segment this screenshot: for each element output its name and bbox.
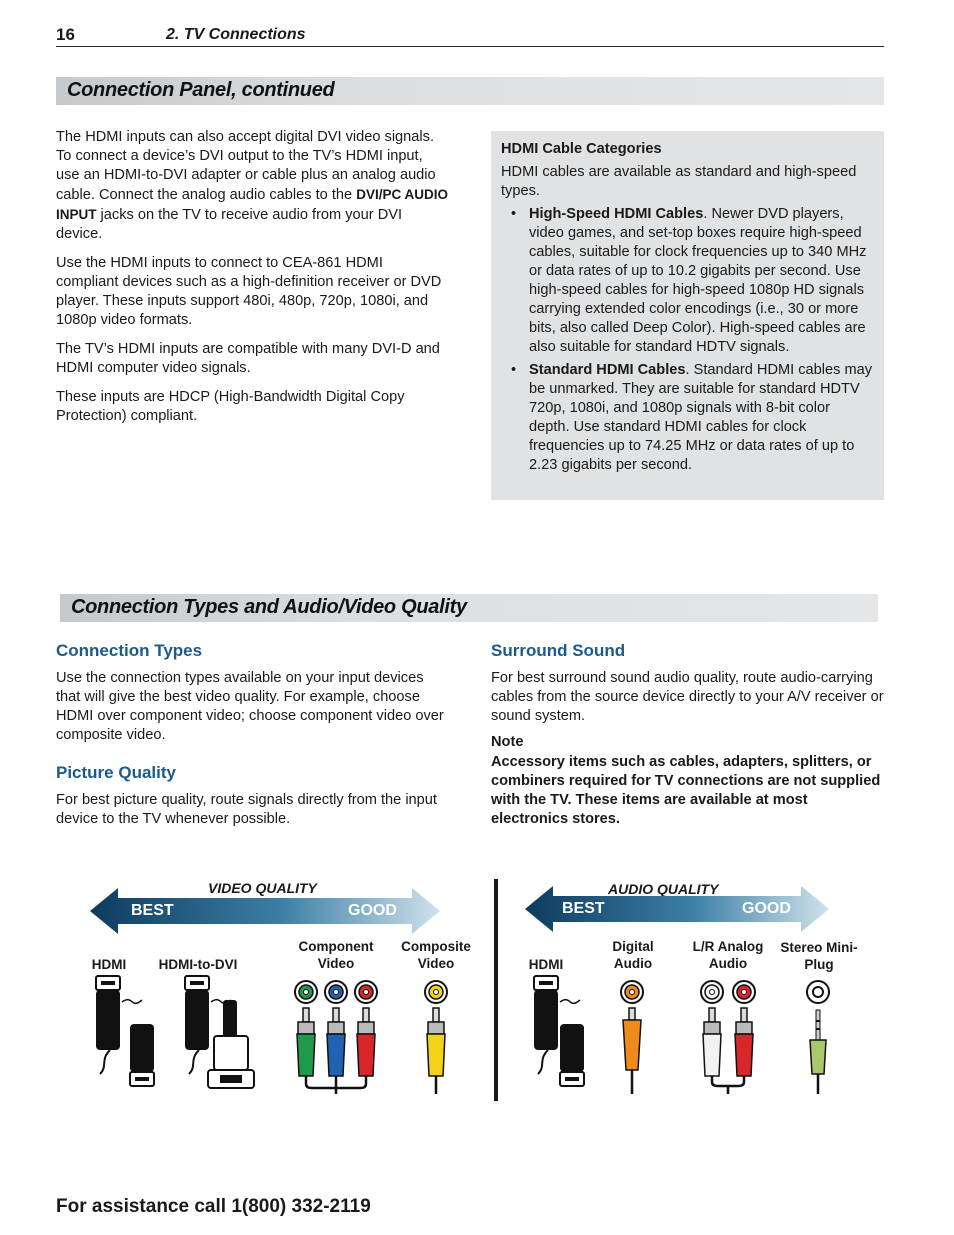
connection-types-text: Use the connection types available on your input devices that will give the best video quality. For example, choose HDMI over component video; choose component video over composite video. (56, 670, 444, 743)
connection-panel-text (56, 128, 448, 436)
dvi-pc-audio-input-label: DVI/PC AUDIO INPUT (56, 187, 448, 222)
video-good-label: GOOD (348, 902, 397, 919)
list-item: • Standard HDMI Cables. Standard HDMI cables may be unmarked. They are suitable for standard HDTV 720p, 1080i, and 1080p signals with 8-bit color depth. Use standard HDMI cables for clock frequencies up to 74.25 MHz or data rates of up to 2.23 gigabits per second. (501, 361, 873, 475)
surround-sound-heading: Surround Sound (491, 641, 626, 660)
label-stereo-mini-plug: Stereo Mini-Plug (780, 940, 858, 972)
paragraph-hdcp: These inputs are HDCP (High-Bandwidth Digital Copy Protection) compliant. (56, 389, 405, 424)
audio-quality-title: AUDIO QUALITY (608, 881, 719, 897)
cable-category-list (501, 205, 873, 475)
section-title: Connection Types and Audio/Video Quality (71, 596, 467, 618)
connection-types-heading: Connection Types (56, 641, 203, 660)
note-text: Accessory items such as cables, adapters, splitters, or combiners required for TV connections are not supplied with the TV. These items are available at most electronics stores. (491, 754, 881, 827)
list-item: • High-Speed HDMI Cables. Newer DVD players, video games, and set-top boxes require high-speed cables, suitable for clock frequencies up to 340 MHz or data rates of up to 10.2 gigabits per second. Use high-speed cables for high-speed 1080p HD signals carrying extended color encodings (i.e., 30 or more bits, also called Deep Color). High-speed cables are also suitable for standard HDTV signals. (501, 205, 873, 357)
label-hdmi-video: HDMI (91, 957, 127, 972)
composite-video-cable-icon (425, 981, 447, 1094)
hdmi-video-cable-icon (96, 976, 154, 1086)
page-number: 16 (56, 25, 75, 44)
hdmi-audio-cable-icon (534, 976, 584, 1086)
audio-good-label: GOOD (742, 900, 791, 917)
lr-analog-audio-cable-icon (701, 981, 755, 1094)
section-banner-connection-types (60, 594, 878, 622)
paragraph-cea861: Use the HDMI inputs to connect to CEA-861 HDMI compliant devices such as a high-definition receiver or DVD player. These inputs support 480i, 480p, 720p, 1080i, and 1080p video formats. (56, 255, 442, 328)
section-banner-connection-panel (56, 77, 884, 105)
section-header: 2. TV Connections (166, 26, 306, 43)
label-digital-audio: Digital Audio (612, 939, 654, 971)
audio-best-label: BEST (562, 900, 605, 917)
picture-quality-text: For best picture quality, route signals directly from the input device to the TV whenever possible. (56, 792, 437, 827)
stereo-mini-plug-cable-icon (807, 981, 829, 1094)
label-composite-video: Composite Video (401, 939, 471, 971)
hdmi-cable-categories-box (491, 131, 884, 500)
cable-box-title: HDMI Cable Categories (501, 141, 662, 157)
paragraph-dvi: The HDMI inputs can also accept digital DVI video signals. To connect a device’s DVI output to the TV’s HDMI input, use an HDMI-to-DVI adapter or cable plus an analog audio cable. Connect the analog audio cables to the DVI/PC AUDIO INPUT jacks on the TV to receive audio from your DVI device. (56, 129, 448, 242)
paragraph-dvi-d: The TV’s HDMI inputs are compatible with many DVI-D and HDMI computer video signals. (56, 341, 440, 376)
hdmi-to-dvi-cable-icon (185, 976, 254, 1088)
component-video-cable-icon (295, 981, 377, 1094)
cable-box-intro: HDMI cables are available as standard and high-speed types. (501, 164, 857, 199)
label-component-video: Component Video (298, 939, 374, 971)
picture-quality-heading: Picture Quality (56, 763, 176, 782)
video-quality-title: VIDEO QUALITY (208, 880, 317, 896)
label-hdmi-audio: HDMI (528, 957, 564, 972)
note-heading: Note (491, 734, 524, 750)
cable-illustrations (60, 970, 890, 1100)
label-hdmi-to-dvi: HDMI-to-DVI (158, 957, 238, 972)
assistance-footer: For assistance call 1(800) 332-2119 (56, 1196, 371, 1217)
header-rule (56, 46, 884, 47)
section-title: Connection Panel, continued (67, 79, 335, 101)
video-best-label: BEST (131, 902, 174, 919)
surround-sound-text: For best surround sound audio quality, route audio-carrying cables from the source device directly to your A/V receiver or sound system. (491, 670, 884, 724)
digital-audio-cable-icon (621, 981, 643, 1094)
label-lr-analog-audio: L/R Analog Audio (692, 939, 764, 971)
